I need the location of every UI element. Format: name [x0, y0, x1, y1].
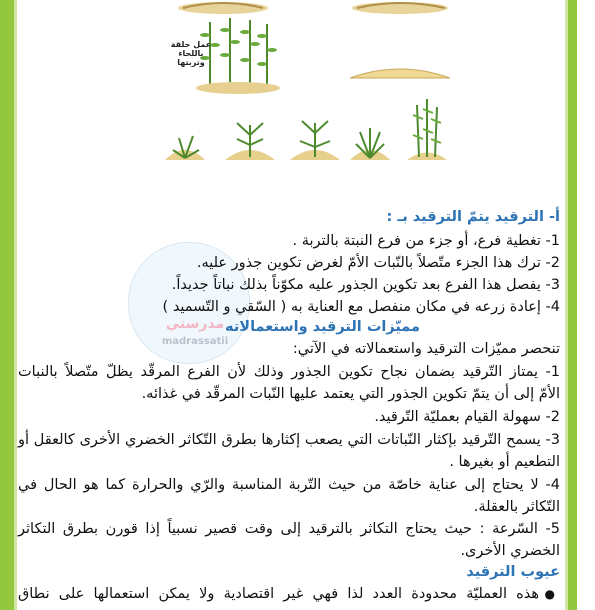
figure-label-line-2: باللحاء: [178, 49, 204, 58]
defect-1: هذه العمليّة محدودة العدد لذا فهي غير اقتصادية ولا يمكن استعمالها على نطاق: [18, 586, 539, 602]
watermark-arabic: مدرستي: [165, 316, 225, 332]
step-3: 3- يفصل هذا الفرع بعد تكوين الجذور عليه مكوّناً بذلك نباتاً جديداً.: [171, 277, 560, 293]
feature-1-line-2: الأمّ إلى أن يتمّ تكوين الجذور التي يعتمد عليها النّبات المرقّد في غذائه.: [141, 386, 560, 402]
section-a-heading: [387, 208, 560, 227]
feature-2: 2- سهولة القيام بعمليّة التّرقيد.: [374, 409, 560, 425]
defects-heading: عيوب الترقيد: [466, 564, 560, 580]
top-soil-mounds: [178, 2, 448, 14]
figure-label-line-1: عمل حلقة: [170, 40, 212, 49]
feature-4-line-1: 4- لا يحتاج إلى عناية خاصّة من حيث التّربة المناسبة والرّي والحرارة كما هو الحال في: [18, 477, 560, 493]
features-intro: تنحصر مميّزات الترقيد واستعمالاته في الآتي:: [292, 341, 560, 357]
feature-5-line-1: 5- السّرعة : حيث يحتاج التكاثر بالترقيد إلى وقت قصير نسبياً إذا قورن بطرق التكاثر: [18, 521, 560, 537]
figure-label-line-3: وتربتها: [177, 58, 205, 67]
page-border-right: [568, 0, 577, 610]
feature-3-line-1: 3- يسمح التّرقيد بإكثار النّباتات التي يصعب إكثارها بطرق التّكاثر الخضري الأخرى كالعقل أو: [18, 432, 560, 448]
bullet-icon: ●: [544, 587, 555, 601]
step-4: 4- إعادة زرعه في مكان منفصل مع العناية به ( السّقي و التّسميد ): [162, 299, 560, 315]
features-heading: مميّزات الترقيد واستعمالاته: [225, 319, 420, 335]
page-border-left: [0, 0, 14, 610]
feature-1-line-1: 1- يمتاز التّرقيد بضمان نجاح تكوين الجذور وذلك لأن الفرع المرقّد يظلّ متّصلاً بالنبات: [18, 364, 560, 380]
feature-5-line-2: الخضري الأخرى.: [460, 543, 560, 559]
section-a-title: الترقيد يتمّ الترقيد بـ :: [386, 209, 544, 225]
page-border-right-inner: [565, 0, 568, 610]
section-a-prefix: أ-: [549, 209, 560, 225]
step-1: 1- تغطية فرع، أو جزء من فرع النبتة بالتربة .: [292, 233, 560, 249]
page-border-left-inner: [14, 0, 17, 610]
layering-illustration: [145, 0, 475, 178]
upright-soil: [196, 82, 280, 94]
bottom-stages: [165, 99, 447, 160]
step-2: 2- ترك هذا الجزء متّصلاً بالنّبات الأمّ لغرض تكوين جذور عليه.: [196, 255, 560, 271]
figure-label: [168, 40, 214, 67]
feature-3-line-2: التطعيم أو بغيرها .: [449, 454, 560, 470]
right-mound: [350, 69, 450, 78]
upright-plants: [210, 18, 267, 85]
feature-4-line-2: التّكاثر بالعقلة.: [473, 499, 560, 515]
watermark-latin: madrassatii: [161, 336, 229, 347]
